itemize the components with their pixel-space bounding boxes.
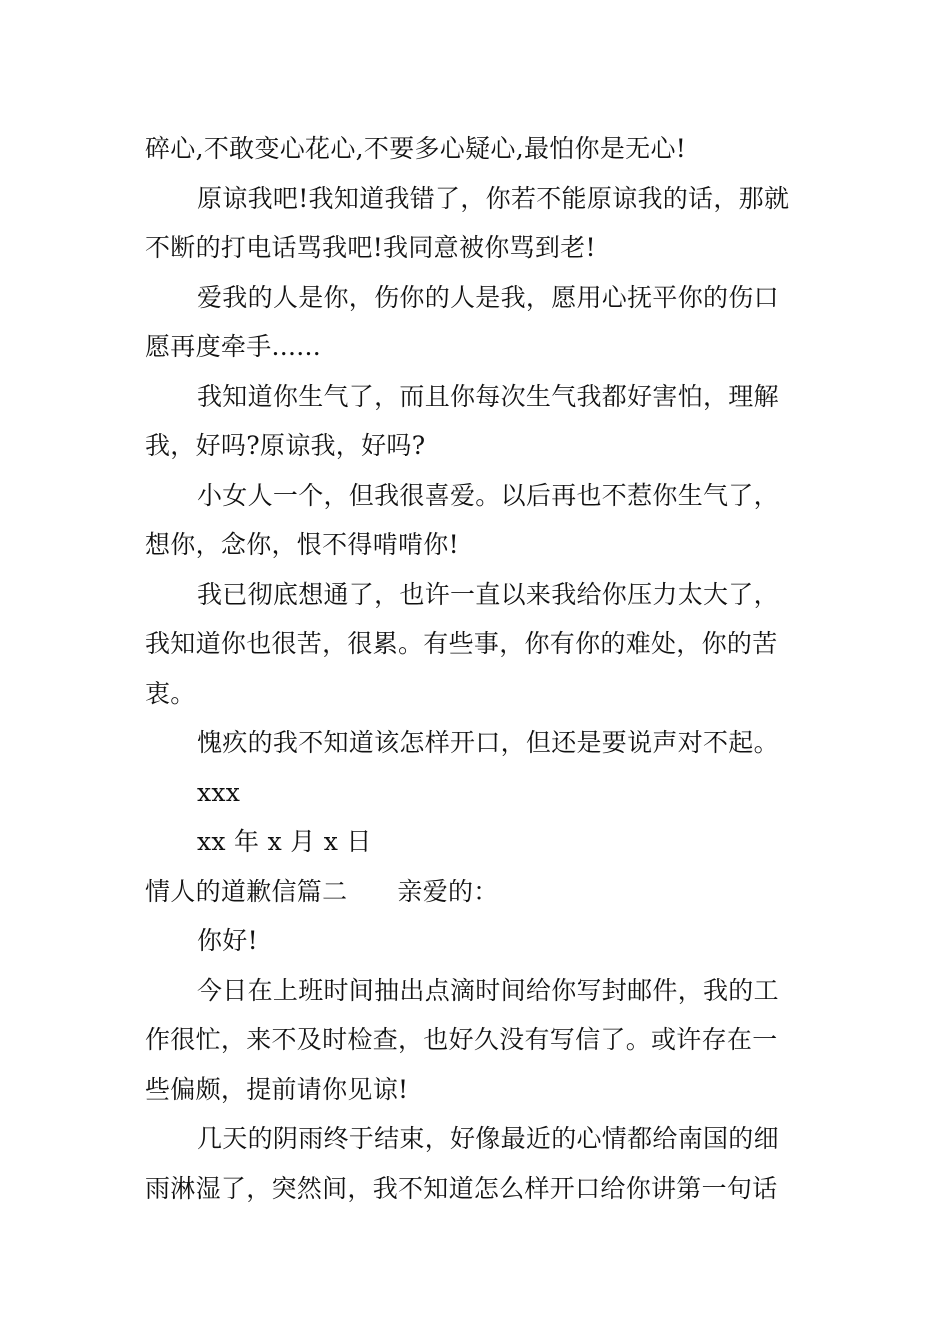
text-line: xxx	[197, 777, 241, 807]
letter-body-part-one	[145, 124, 810, 867]
text-line: 些偏颇，提前请你见谅!	[145, 1074, 409, 1104]
text-line: 爱我的人是你，伤你的人是我，愿用心抚平你的伤口	[197, 282, 779, 312]
text-line: 雨淋湿了，突然间，我不知道怎么样开口给你讲第一句话	[145, 1173, 778, 1203]
document-page	[145, 124, 810, 1213]
text-line: 原谅我吧!我知道我错了，你若不能原谅我的话，那就	[197, 183, 790, 213]
text-line: 衷。	[145, 678, 196, 708]
text-line: 我知道你生气了，而且你每次生气我都好害怕，理解	[197, 381, 779, 411]
text-line: 小女人一个，但我很喜爱。以后再也不惹你生气了，	[197, 480, 779, 510]
text-line: 作很忙，来不及时检查，也好久没有写信了。或许存在一	[145, 1025, 778, 1054]
text-line: 愧疚的我不知道该怎样开口，但还是要说声对不起。	[197, 728, 779, 757]
text-line: 我知道你也很苦，很累。有些事，你有你的难处，你的苦	[145, 629, 778, 658]
text-line: 今日在上班时间抽出点滴时间给你写封邮件，我的工	[197, 975, 779, 1005]
section-heading-line	[145, 867, 810, 917]
text-line: 我已彻底想通了，也许一直以来我给你压力太大了，	[197, 579, 779, 609]
text-line: 愿再度牵手......	[145, 332, 321, 361]
text-line: 想你，念你，恨不得啃啃你!	[145, 530, 459, 559]
text-line: 几天的阴雨终于结束，好像最近的心情都给南国的细	[197, 1124, 779, 1153]
letter-body-part-two	[145, 916, 810, 1213]
text-line: 我，好吗?原谅我，好吗?	[145, 431, 426, 460]
text-line: 碎心,不敢变心花心,不要多心疑心,最怕你是无心!	[145, 134, 687, 163]
section-title: 情人的道歉信篇二	[145, 876, 348, 906]
text-line: 你好!	[197, 926, 258, 955]
salutation: 亲爱的：	[397, 876, 499, 906]
text-line: 不断的打电话骂我吧!我同意被你骂到老!	[145, 233, 596, 262]
text-line: xx 年 x 月 x 日	[197, 827, 372, 856]
